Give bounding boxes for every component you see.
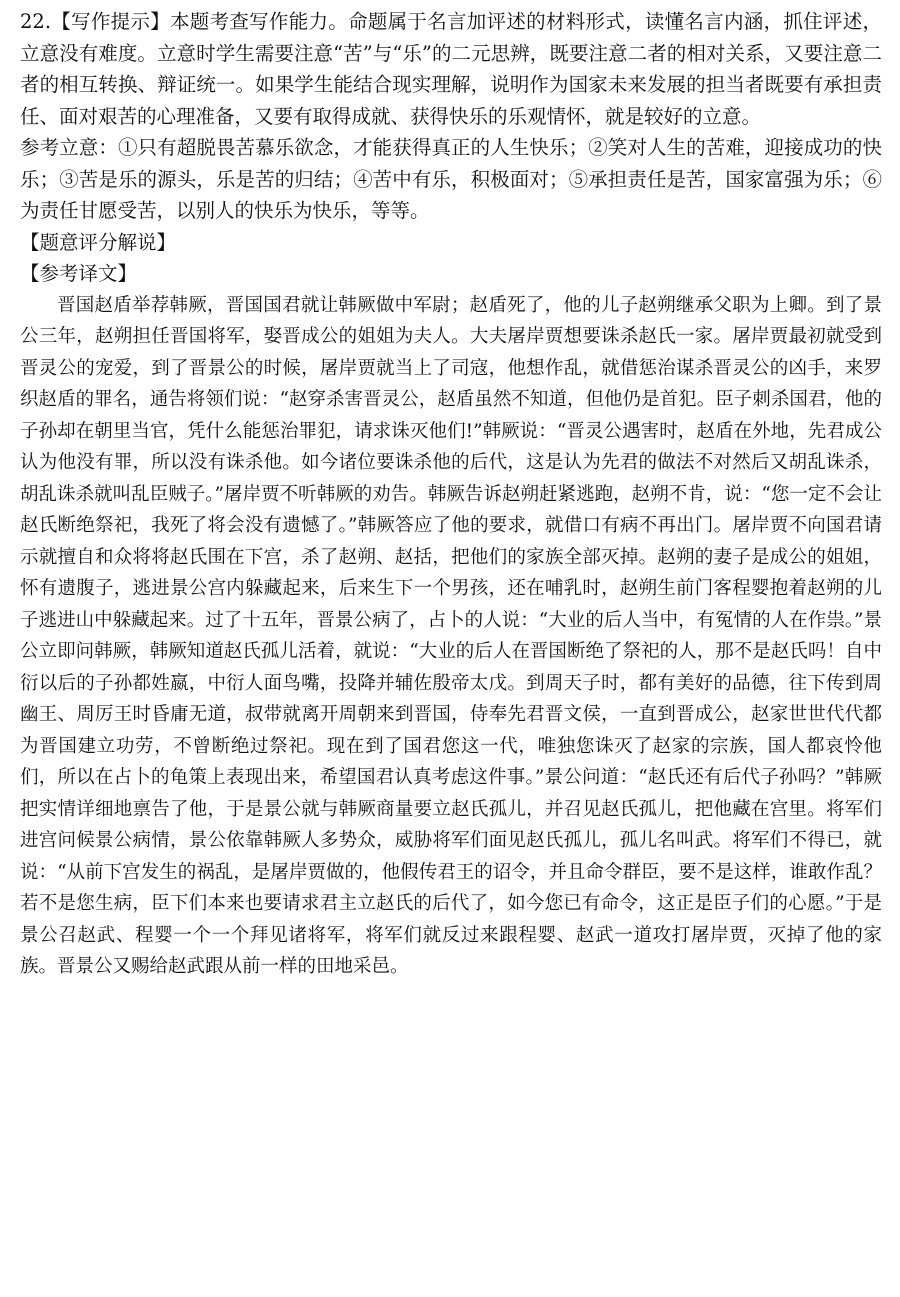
document-page: [20, 6, 882, 983]
scoring-heading: 【题意评分解说】: [20, 230, 177, 254]
translation-paragraph: 晋国赵盾举荐韩厥，晋国国君就让韩厥做中军尉；赵盾死了，他的儿子赵朔继承父职为上卿。到了景公三年，赵朔担任晋国将军，娶晋成公的姐姐为夫人。大夫屠岸贾想要诛杀赵氏一家。屠岸贾最初就受到晋灵公的宠爱，到了晋景公的时候，屠岸贾就当上了司寇，他想作乱，就借惩治谋杀晋灵公的凶手，来罗织赵盾的罪名，通告将领们说：“赵穿杀害晋灵公，赵盾虽然不知道，但他仍是首犯。臣子刺杀国君，他的子孙却在朝里当官，凭什么能惩治罪犯，请求诛灭他们!”韩厥说：“晋灵公遇害时，赵盾在外地，先君成公认为他没有罪，所以没有诛杀他。如今诸位要诛杀他的后代，这是认为先君的做法不对然后又胡乱诛杀，胡乱诛杀就叫乱臣贼子。”屠岸贾不听韩厥的劝告。韩厥告诉赵朔赶紧逃跑，赵朔不肯，说：“您一定不会让赵氏断绝祭祀，我死了将会没有遗憾了。”韩厥答应了他的要求，就借口有病不再出门。屠岸贾不向国君请示就擅自和众将将赵氏围在下宫，杀了赵朔、赵括，把他们的家族全部灭掉。赵朔的妻子是成公的姐姐，怀有遗腹子，逃进景公宫内躲藏起来，后来生下一个男孩，还在哺乳时，赵朔生前门客程婴抱着赵朔的儿子逃进山中躲藏起来。过了十五年，晋景公病了，占卜的人说：“大业的后人当中，有冤情的人在作祟。”景公立即问韩厥，韩厥知道赵氏孤儿活着，就说：“大业的后人在晋国断绝了祭祀的人，那不是赵氏吗！自中衍以后的子孙都姓嬴，中衍人面鸟嘴，投降并辅佐殷帝太戊。到周天子时，都有美好的品德，往下传到周幽王、周厉王时昏庸无道，叔带就离开周朝来到晋国，侍奉先君晋文侯，一直到晋成公，赵家世世代代都为晋国建立功劳，不曾断绝过祭祀。现在到了国君您这一代，唯独您诛灭了赵家的宗族，国人都哀怜他们，所以在占卜的龟策上表现出来，希望国君认真考虑这件事。”景公问道：“赵氏还有后代子孙吗？”韩厥把实情详细地禀告了他，于是景公就与韩厥商量要立赵氏孤儿，并召见赵氏孤儿，把他藏在宫里。将军们进宫问候景公病情，景公依靠韩厥人多势众，威胁将军们面见赵氏孤儿，孤儿名叫武。将军们不得已，就说：“从前下宫发生的祸乱，是屠岸贾做的，他假传君王的诏令，并且命令群臣，要不是这样，谁敢作乱？若不是您生病，臣下们本来也要请求君主立赵氏的后代了，如今您已有命令，这正是臣子们的心愿。”于是景公召赵武、程婴一个一个拜见诸将军，将军们就反过来跟程婴、赵武一道攻打屠岸贾，灭掉了他的家族。晋景公又赐给赵武跟从前一样的田地采邑。: [20, 294, 882, 977]
reference-ideas-paragraph: 参考立意：①只有超脱畏苦慕乐欲念，才能获得真正的人生快乐；②笑对人生的苦难，迎接成功的快乐；③苦是乐的源头，乐是苦的归结；④苦中有乐，积极面对；⑤承担责任是苦，国家富强为乐；⑥为责任甘愿受苦，以别人的快乐为快乐，等等。: [20, 136, 882, 222]
writing-tip-paragraph: 22.【写作提示】本题考查写作能力。命题属于名言加评述的材料形式，读懂名言内涵，抓住评述，立意没有难度。立意时学生需要注意“苦”与“乐”的二元思辨，既要注意二者的相对关系，又要注意二者的相互转换、辩证统一。如果学生能结合现实理解，说明作为国家未来发展的担当者既要有承担责任、面对艰苦的心理准备，又要有取得成就、获得快乐的乐观情怀，就是较好的立意。: [20, 10, 882, 128]
translation-heading: 【参考译文】: [20, 262, 138, 285]
